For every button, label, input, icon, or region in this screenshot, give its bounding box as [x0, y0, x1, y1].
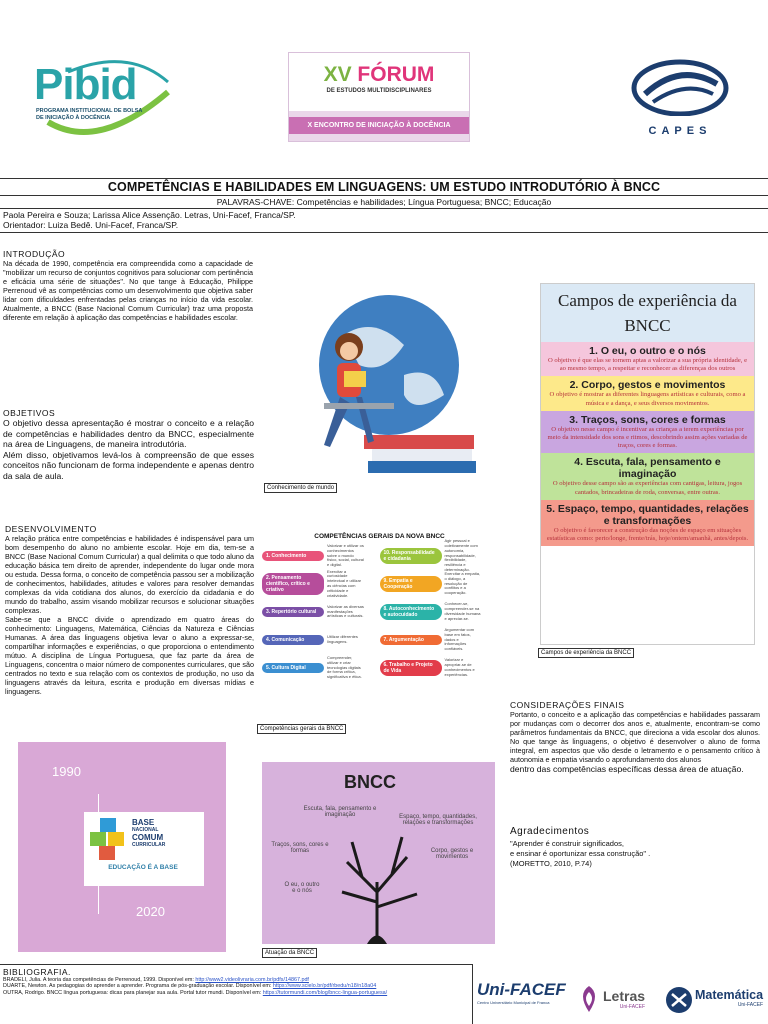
matematica-subtitle: Uni-FACEF: [737, 1002, 764, 1008]
bncc-logo-line3: COMUM: [132, 833, 164, 842]
forum-subtitle: DE ESTUDOS MULTIDISCIPLINARES: [326, 88, 432, 94]
campo-heading: 5. Espaço, tempo, quantidades, relações e transformações: [546, 502, 749, 527]
tree-leaf-2: Espaço, tempo, quantidades, relações e transformações: [399, 814, 477, 826]
bib-ref-1-link[interactable]: http://www2.videolivraria.com.br/pdfs/14867.pdf: [195, 977, 309, 983]
campo-description: O objetivo é favorecer a construção das noções de espaço em situações estatísticas como: perto/longe, frente/trás, hoje/ontem/amanhã, antes/depois.: [546, 526, 749, 543]
authors-line: Paola Pereira e Souza; Larissa Alice Assenção. Letras, Uni-Facef, Franca/SP.: [3, 210, 296, 220]
forum-logo: [288, 52, 470, 142]
competencia-item: [380, 602, 498, 621]
tree-title: BNCC: [344, 772, 396, 792]
letras-wordmark: Letras: [603, 988, 646, 1004]
desenvolvimento-text: A relação prática entre competências e habilidades é indispensável para um bom desempenho do aluno no ambiente escolar. Hoje em dia, tem-se a BNCC (Base Nacional Comum Curricular) a qual delimita o que todo aluno da educação básica tem direito de aprender, independente do lugar onde mora ou estuda. Dessa forma, o conceito de competência passou ser a mobilização de conhecimentos, habilidades, atitudes e valores para resolver demandas complexas da vida cotidiana dos alunos, do exercício da cidadania e do mundo do trabalho, assim visando mobilizar recursos e solucionar situações complexas.: [5, 534, 254, 615]
conhecimento-illustration: [264, 285, 484, 491]
advisor-line: Orientador: Luiza Bedê. Uni-Facef, Franca/SP.: [3, 220, 179, 230]
matematica-logo: [695, 988, 763, 1008]
competencia-item: [262, 544, 380, 568]
competencia-description: Exercitar a empatia, o diálogo, a resolução de conflitos e a cooperação.: [444, 571, 481, 596]
cubes-icon: [90, 818, 128, 860]
letras-subtitle: Uni-FACEF: [619, 1004, 646, 1010]
tree-leaf-3: Traços, sons, cores e formas: [271, 842, 329, 854]
letras-emblem-icon: [577, 984, 601, 1014]
objetivos-text: O objetivo dessa apresentação é mostrar o conceito e a relação de competências e habilidades dentro da BNCC, especialmente na área de Linguagens, de maneira introdutória.: [3, 418, 254, 450]
agradecimentos-section: [510, 826, 760, 869]
competencia-description: Valorizar e apropriar-se de conhecimentos e experiências.: [444, 657, 475, 677]
competencia-item: [262, 605, 380, 619]
campo-description: O objetivo desse campo são as experiências com cantigas, leitura, jogos cantados, brincadeiras de roda, conversas, entre outras.: [552, 480, 743, 496]
tree-icon: [322, 822, 432, 944]
competencia-description: Valorizar e utilizar os conhecimentos sobre o mundo físico, social, cultural e digital.: [327, 543, 364, 568]
competencia-item: [380, 539, 498, 573]
competencia-item: [380, 658, 498, 677]
keywords: PALAVRAS-CHAVE: Competências e habilidades; Língua Portuguesa; BNCC; Educação: [216, 197, 552, 207]
year-bottom: 2020: [136, 904, 165, 919]
campos-panel: [540, 283, 755, 645]
bib-ref-3: [3, 990, 469, 996]
year-top: 1990: [52, 764, 81, 779]
competencia-label: 3. Repertório cultural: [262, 607, 324, 617]
campo-item: [541, 411, 754, 454]
objetivos-text-2: Além disso, objetivamos levá-los à compreensão de que esses conceitos não funcionam de forma independente e apenas dentro da sala de aula.: [3, 449, 254, 481]
bncc-logo-line2: NACIONAL: [132, 827, 159, 833]
desenvolvimento-section: [5, 524, 254, 696]
campos-list: [541, 342, 754, 546]
competencia-label: 5. Cultura Digital: [262, 663, 324, 673]
campo-item: [541, 453, 754, 499]
competencia-description: Compreender, utilizar e criar tecnologias digitais de forma crítica, significativa e ética.: [327, 655, 362, 680]
tree-leaf-4: Corpo, gestos e movimentos: [430, 848, 474, 860]
bibliografia-heading: BIBLIOGRAFIA.: [3, 967, 71, 977]
agradecimentos-line2: e ensinar é oportunizar essa construção" .: [510, 849, 651, 858]
competencia-description: Valorizar as diversas manifestações artísticas e culturais.: [327, 603, 364, 619]
forum-word: FÓRUM: [357, 63, 435, 86]
campo-item: [541, 342, 754, 376]
competencia-row: [262, 538, 497, 572]
competencia-row: [262, 655, 497, 681]
competencias-title: COMPETÊNCIAS GERAIS DA NOVA BNCC: [314, 533, 445, 540]
pibid-subtitle: PROGRAMA INSTITUCIONAL DE BOLSA DE INICIAÇÃO À DOCÊNCIA: [36, 108, 143, 121]
objetivos-section: [3, 408, 254, 482]
competencia-description: Exercitar a curiosidade intelectual e utilizar as ciências com criticidade e criatividade.: [327, 568, 362, 598]
consideracoes-text: Portanto, o conceito e a aplicação das competências e habilidades passaram por mudanças com o decorrer dos anos e, atualmente, encontram-se como parâmetros fundamentais da BNCC, que direciona a vida escolar dos alunos. No que tange às linguagens, o objetivo é desenvolver o aluno de forma integral, em aspectos que vão desde o letramento e o pensamento crítico à autonomia e empatia visando o aprofundamento dos alunos: [510, 710, 760, 764]
unifacef-wordmark: Uni-FACEF: [477, 980, 566, 999]
consideracoes-section: [510, 700, 760, 775]
campos-title: [541, 284, 754, 342]
consideracoes-heading: CONSIDERAÇÕES FINAIS: [510, 700, 625, 710]
authors: [3, 210, 296, 230]
competencias-rows: [262, 538, 497, 681]
competencia-description: Conhecer-se, compreender-se na diversidade humana e apreciar-se.: [444, 601, 481, 621]
competencia-item: [262, 656, 380, 680]
campo-description: O objetivo é que elas se tornem aptas a valorizar a sua própria identidade, e ao mesmo tempo, a respeitar e reconhecer as diferenças dos outros: [547, 357, 748, 373]
pibid-wordmark: Pibid: [34, 60, 137, 109]
campos-title-line2: BNCC: [624, 316, 671, 335]
competencia-label: 6. Trabalho e Projeto de Vida: [380, 660, 442, 676]
agradecimentos-line3: (MORETTO, 2010, P.74): [510, 859, 592, 868]
caption-competencias: Competências gerais da BNCC: [257, 724, 346, 734]
competencia-description: Agir pessoal e coletivamente com autonomia, responsabilidade, flexibilidade, resiliência e determinação.: [444, 538, 478, 572]
campo-item: [541, 500, 754, 546]
capes-logo: [625, 58, 735, 138]
bncc-logo: [84, 812, 204, 886]
competencia-item: [380, 572, 498, 596]
divider: [0, 232, 768, 233]
bncc-tree-image: [262, 762, 495, 944]
poster-title: COMPETÊNCIAS E HABILIDADES EM LINGUAGENS: UM ESTUDO INTRODUTÓRIO À BNCC: [107, 180, 661, 194]
tree-leaf-5: O eu, o outro e o nós: [284, 882, 320, 894]
campos-title-line1: Campos de experiência da: [558, 291, 737, 310]
competencia-row: [262, 599, 497, 625]
desenvolvimento-text-2: Sabe-se que a BNCC divide o aprendizado em quatro áreas do conhecimento: Linguagens, Matemática, Ciências da Natureza e Ciências Humanas. A área das linguagens objetiva levar o aluno a expressar-se, compartilhar informações e experiências, o que proporciona o entendimento mútuo. A disciplina de Língua Portuguesa, que faz parte da área de Linguagens, concentra o maior número de componentes curriculares, que são centrados no texto e sua relação com os contextos de produção, no uso da linguagens através da leitura, escrita e produção em diversas mídias e linguagens.: [5, 615, 254, 696]
competencia-label: 1. Conhecimento: [262, 551, 324, 561]
capes-emblem-icon: [625, 58, 735, 116]
campo-heading: 1. O eu, o outro e o nós: [589, 345, 706, 357]
divider: [0, 178, 768, 179]
divider: [0, 208, 768, 209]
forum-xv: XV: [323, 63, 352, 86]
caption-conhecimento: Conhecimento de mundo: [264, 483, 337, 493]
competencia-row: [262, 568, 497, 598]
campo-item: [541, 376, 754, 410]
competencia-description: Argumentar com base em fatos, dados e informações confiáveis.: [444, 627, 475, 652]
competencia-item: [380, 628, 498, 652]
bncc-logo-line4: CURRICULAR: [132, 842, 166, 848]
competencia-label: 10. Responsabilidade e cidadania: [380, 548, 442, 564]
competencia-label: 8. Autoconhecimento e autocuidado: [380, 604, 442, 620]
globe-girl-illustration-icon: [264, 285, 484, 483]
matematica-emblem-icon: [665, 982, 693, 1018]
competencia-description: Utilizar diferentes linguagens.: [327, 634, 358, 644]
competencia-label: 9. Empatia e Cooperação: [380, 576, 442, 592]
bib-ref-1-text: BRADELI, Julia. A teoria das competências de Perrenoud, 1999. Disponível em:: [3, 977, 196, 983]
bib-ref-2-link[interactable]: https://www.scielo.br/pdf/rbedu/n18/n18a04: [272, 983, 377, 990]
pibid-logo: [28, 52, 178, 147]
unifacef-logo: [477, 980, 569, 1022]
divider: [0, 195, 768, 196]
competencia-row: [262, 627, 497, 653]
forum-band: X ENCONTRO DE INICIAÇÃO À DOCÊNCIA: [289, 117, 469, 134]
bibliografia-section: [0, 964, 473, 1024]
campo-heading: 4. Escuta, fala, pensamento e imaginação: [574, 456, 721, 481]
agradecimentos-line1: "Aprender é construir significados,: [510, 839, 624, 848]
campo-heading: 3. Traços, sons, cores e formas: [569, 413, 726, 426]
footer-logos: [473, 978, 768, 1024]
agradecimentos-heading: Agradecimentos: [510, 826, 590, 837]
intro-text: Na década de 1990, competência era compreendida como a capacidade de "mobilizar um recurso de conjuntos cognitivos para solucionar com pertinência e eficácia uma série de situações". No que tange à Educação, Philippe Perrenoud vê as competências como um desenvolvimento que objetiva saber lidar com dificuldades enfrentadas pelas crianças no início da vida escolar. Atualmente, a BNCC (Base Nacional Comum Curricular) traz uma proposta diferente em relação à aplicação das competências e habilidades escolar.: [3, 259, 253, 322]
bib-ref-2-text: DUARTE, Newton. As pedagogias do aprender a aprender. Programa de pós-graduação escolar. Disponível em:: [3, 983, 273, 990]
caption-campos: Campos de experiência da BNCC: [538, 648, 634, 658]
bib-ref-3-text: OUTRA, Rodrigo. BNCC língua portuguesa: dicas para planejar sua aula. Portal tutor mundi. Disponível em:: [3, 989, 263, 996]
campo-description: O objetivo é mostrar as diferentes linguagens artísticas e culturais, como a música e a dança, e seus diversos movimentos.: [549, 391, 746, 407]
competencias-graphic: [262, 533, 497, 731]
desenvolvimento-heading: DESENVOLVIMENTO: [5, 524, 97, 534]
campo-heading: 2. Corpo, gestos e movimentos: [569, 379, 726, 392]
letras-logo: [603, 988, 645, 1010]
base-nacional-image: [18, 742, 226, 952]
unifacef-subtitle: Centro Universitário Municipal de Franca: [477, 1000, 550, 1005]
competencia-label: 2. Pensamento científico, crítico e criativo: [262, 573, 324, 595]
consideracoes-text-2: dentro das competências específicas dessa área de atuação.: [510, 764, 744, 774]
forum-title: [289, 63, 469, 87]
tree-leaf-1: Escuta, fala, pensamento e imaginação: [303, 806, 377, 818]
bib-ref-3-link[interactable]: https://tutormundi.com/blog/bncc-lingua-portuguesa/: [262, 989, 388, 996]
intro-section: [3, 249, 253, 322]
competencia-item: [262, 635, 380, 645]
competencia-label: 4. Comunicação: [262, 635, 324, 645]
competencia-label: 7. Argumentação: [380, 635, 442, 645]
bncc-tagline: EDUCAÇÃO É A BASE: [108, 864, 178, 871]
caption-atuacao: Atuação da BNCC: [262, 948, 317, 958]
objetivos-heading: OBJETIVOS: [3, 408, 56, 418]
capes-wordmark: CAPES: [648, 125, 712, 137]
bncc-logo-line1: BASE: [132, 818, 155, 827]
competencia-item: [262, 570, 380, 599]
matematica-wordmark: Matemática: [695, 988, 764, 1002]
campo-description: O objetivo nesse campo é incentivar as crianças a terem experiências por meio da intensidade dos sons e ritmos, descobrindo assim ações variadas de traços, cores e formas.: [547, 425, 748, 450]
intro-heading: INTRODUÇÃO: [3, 249, 66, 259]
